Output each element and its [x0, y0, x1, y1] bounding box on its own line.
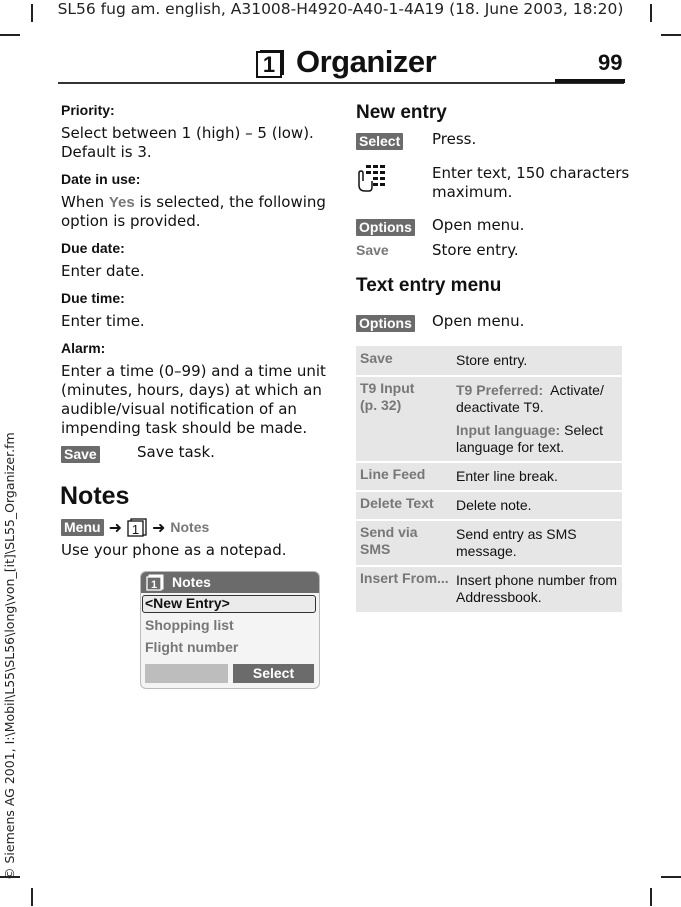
keypad-hand-icon: [356, 163, 388, 195]
date-in-use-text: When Yes is selected, the following: [61, 193, 326, 211]
keypad-desc-1: Enter text, 150 characters: [432, 164, 630, 182]
page-title: Organizer: [296, 44, 437, 79]
options-desc: Open menu.: [432, 216, 525, 234]
yes-option: Yes: [108, 194, 135, 211]
priority-label: Priority:: [61, 102, 115, 118]
options-key: Options: [356, 217, 415, 236]
due-time-label: Due time:: [61, 290, 125, 306]
options-key-2: Options: [356, 313, 415, 332]
keypad-desc-2: maximum.: [432, 183, 513, 201]
notes-path-label: Notes: [170, 519, 210, 535]
svg-text:1: 1: [150, 579, 158, 591]
table-row: Save Store entry.: [356, 346, 622, 375]
save-desc: Store entry.: [432, 241, 519, 259]
list-item-flight[interactable]: Flight number: [145, 639, 239, 655]
svg-text:1: 1: [131, 522, 140, 537]
menu-softkey: Menu: [61, 519, 104, 536]
menu-path: [61, 517, 209, 537]
notes-app-icon: [146, 574, 164, 591]
list-item-shopping[interactable]: Shopping list: [145, 617, 234, 633]
chapter-book-icon: [255, 46, 287, 78]
crop-mark: [661, 876, 681, 878]
save-task-desc: Save task.: [137, 443, 215, 461]
phone-header-title: Notes: [172, 574, 211, 590]
new-entry-heading: New entry: [356, 102, 447, 123]
crop-mark: [661, 34, 681, 36]
chapter-number: 1: [262, 52, 276, 77]
table-row: Send via SMS Send entry as SMS message.: [356, 521, 622, 565]
date-in-use-text-2: option is provided.: [61, 212, 201, 230]
text-entry-menu-heading: Text entry menu: [356, 275, 502, 296]
save-label: Save: [356, 242, 389, 258]
notes-heading: Notes: [60, 482, 130, 510]
priority-text-2: Default is 3.: [61, 143, 152, 161]
arrow-icon: ➜: [108, 517, 122, 537]
phone-screen: [140, 571, 320, 689]
crop-mark: [0, 34, 20, 36]
date-in-use-label: Date in use:: [61, 171, 141, 187]
alarm-text-3: audible/visual notification of an: [61, 400, 297, 418]
due-date-text: Enter date.: [61, 262, 145, 280]
phone-header: [141, 572, 319, 593]
crop-mark: [650, 888, 652, 906]
page-number-rule: [555, 79, 625, 83]
file-path-sidebar: © Siemens AG 2001, I:\Mobil\L55\SL56\long\von_[it]\SL55_Organizer.fm: [2, 432, 17, 880]
crop-mark: [31, 888, 33, 906]
options-desc-2: Open menu.: [432, 312, 525, 330]
table-row: T9 Input (p. 32) T9 Preferred: Activate/ deactivate T9. Input language: Select language for text.: [356, 377, 622, 461]
page-number: 99: [598, 50, 623, 75]
alarm-text-2: (minutes, hours, days) at which an: [61, 381, 322, 399]
select-desc: Press.: [432, 130, 477, 148]
organizer-book-icon: [127, 517, 147, 537]
table-row: Line Feed Enter line break.: [356, 463, 622, 490]
header-rule: [58, 82, 624, 84]
due-date-label: Due date:: [61, 240, 125, 256]
table-row: Delete Text Delete note.: [356, 492, 622, 519]
due-time-text: Enter time.: [61, 312, 145, 330]
page-header: [255, 44, 436, 80]
priority-text-1: Select between 1 (high) – 5 (low).: [61, 124, 314, 142]
table-row: Insert From... Insert phone number from Addressbook.: [356, 567, 622, 612]
alarm-text-4: impending task should be made.: [61, 419, 308, 437]
arrow-icon: ➜: [151, 517, 166, 537]
list-item-new-entry[interactable]: <New Entry>: [145, 595, 230, 611]
notes-text: Use your phone as a notepad.: [61, 541, 287, 559]
save-softkey: Save: [61, 444, 100, 463]
alarm-text-1: Enter a time (0–99) and a time unit: [61, 362, 326, 380]
document-meta: SL56 fug am. english, A31008-H4920-A40-1-4A19 (18. June 2003, 18:20): [57, 0, 624, 18]
left-softkey[interactable]: [145, 664, 228, 683]
select-softkey[interactable]: Select: [233, 664, 314, 683]
select-key: Select: [356, 131, 403, 150]
alarm-label: Alarm:: [61, 340, 106, 356]
